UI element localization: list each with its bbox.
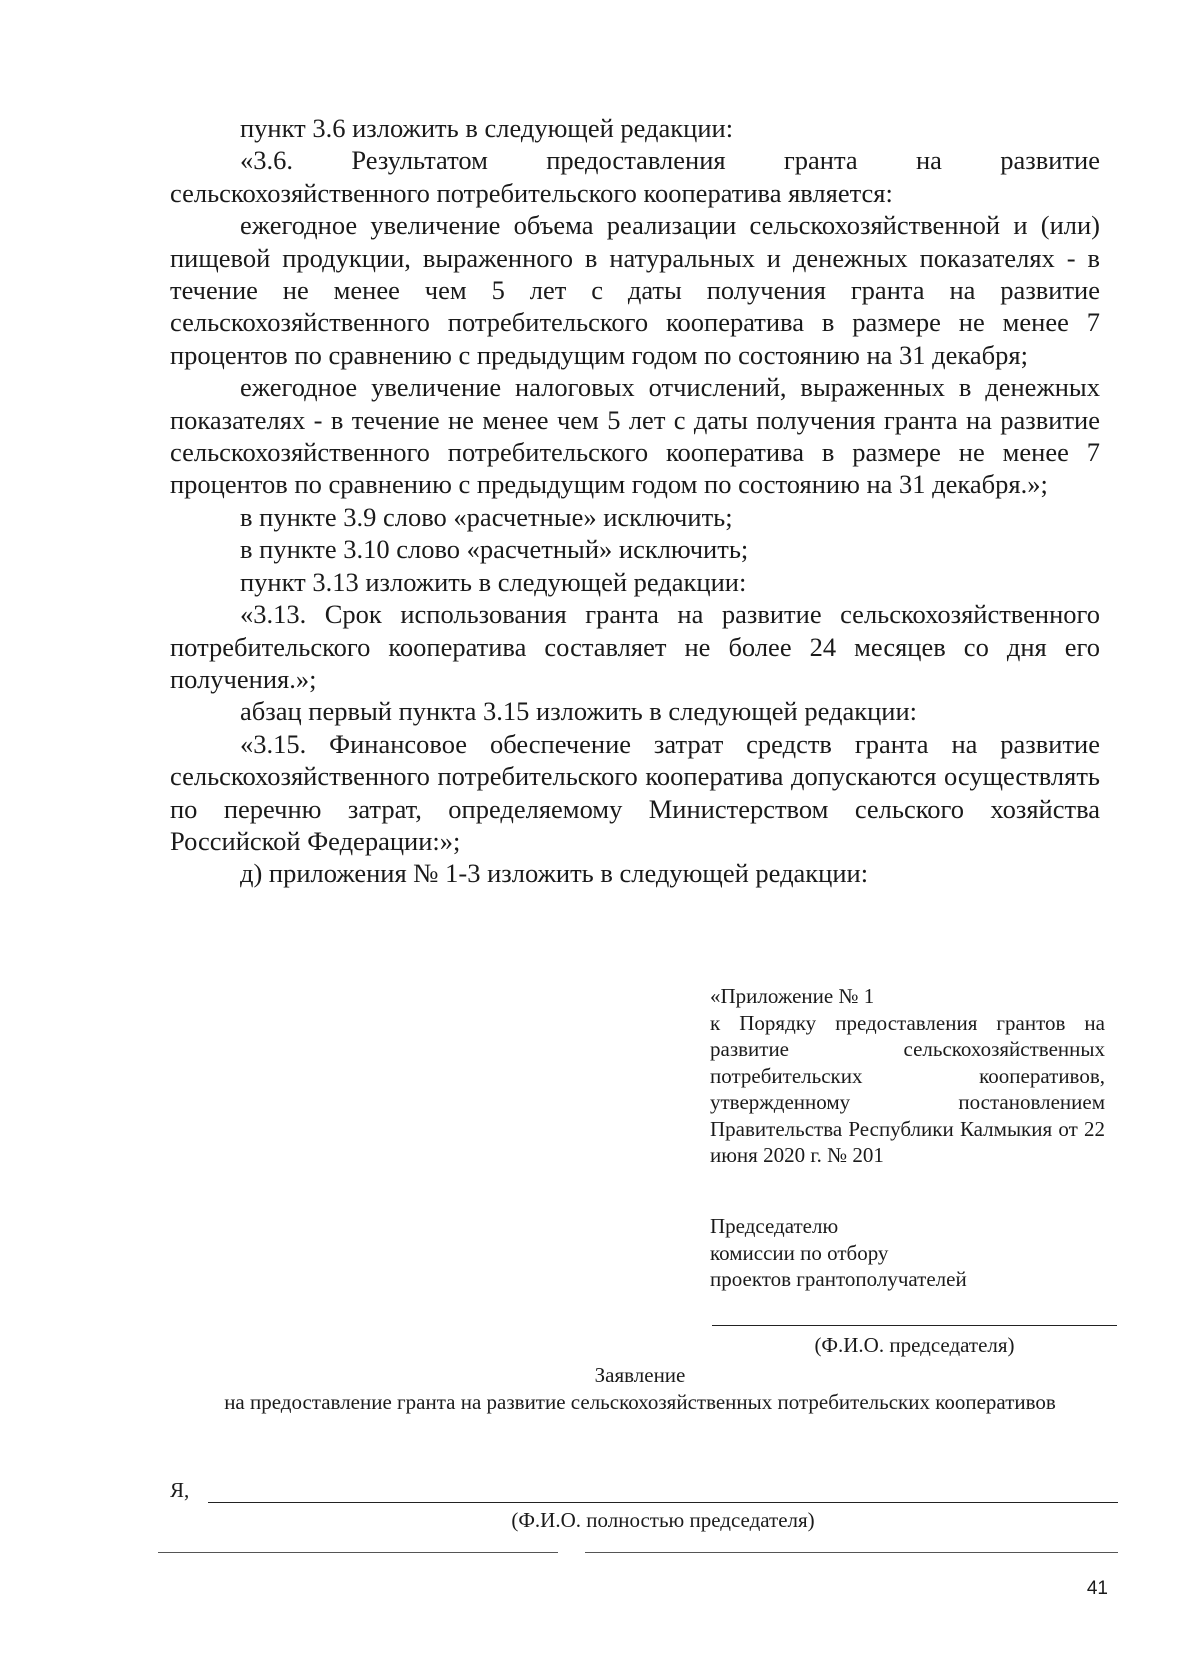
recipient-block [710,1213,1105,1293]
page-number: 41 [1086,1578,1108,1599]
paragraph: абзац первый пункта 3.15 изложить в следующей редакции: [240,696,918,727]
blank-line-right [585,1552,1118,1553]
main-text [170,112,1100,890]
application-title-block [160,1362,1120,1416]
recipient-line: Председателю [710,1214,839,1238]
appendix-title: «Приложение № 1 [710,984,875,1008]
paragraph: «3.15. Финансовое обеспечение затрат средств гранта на развитие сельскохозяйственного потребительского кооператива допускаются осуществлять по перечню затрат, определяемому Министерством сельского хозяйства Российской Федерации:»; [170,728,1100,856]
paragraph: в пункте 3.9 слово «расчетные» исключить; [240,501,733,532]
recipient-line: проектов грантополучателей [710,1267,967,1291]
paragraph: в пункте 3.10 слово «расчетный» исключить; [240,534,749,565]
paragraph: ежегодное увеличение налоговых отчислений, выраженных в денежных показателях - в течение не менее чем 5 лет с даты получения гранта на развитие сельскохозяйственного потребительского кооператива в размере не менее 7 процентов по сравнению с предыдущим годом по состоянию на 31 декабря.»; [170,372,1100,500]
appendix-text: к Порядку предоставления грантов на развитие сельскохозяйственных потребительских кооперативов, утвержденному постановлением Правительства Республики Калмыкия от 22 июня 2020 г. № 201 [710,1010,1105,1167]
paragraph: пункт 3.13 изложить в следующей редакции: [240,566,747,597]
paragraph: ежегодное увеличение объема реализации сельскохозяйственной и (или) пищевой продукции, выраженного в натуральных и денежных показателях - в течение не менее чем 5 лет с даты получения гранта на развитие сельскохозяйственного потребительского кооператива в размере не менее 7 процентов по сравнению с предыдущим годом по состоянию на 31 декабря; [170,210,1100,370]
appendix-header [710,983,1105,1169]
blank-line-left [158,1552,558,1553]
paragraph: «3.6. Результатом предоставления гранта на развитие сельскохозяйственного потребительского кооператива является: [170,145,1100,208]
chair-name-caption: (Ф.И.О. председателя) [814,1333,1015,1357]
applicant-name-caption: (Ф.И.О. полностью председателя) [511,1508,815,1532]
paragraph: д) приложения № 1-3 изложить в следующей редакции: [240,858,869,889]
paragraph: пункт 3.6 изложить в следующей редакции: [240,113,734,143]
applicant-name-line [208,1502,1118,1503]
application-subtitle: на предоставление гранта на развитие сельскохозяйственных потребительских кооперативов [224,1390,1056,1414]
application-title: Заявление [594,1363,686,1387]
chair-name-line [712,1325,1117,1326]
recipient-line: комиссии по отбору [710,1240,889,1265]
applicant-label: Я, [170,1478,190,1502]
paragraph: «3.13. Срок использования гранта на развитие сельскохозяйственного потребительского кооператива составляет не более 24 месяцев со дня его получения.»; [170,599,1100,694]
